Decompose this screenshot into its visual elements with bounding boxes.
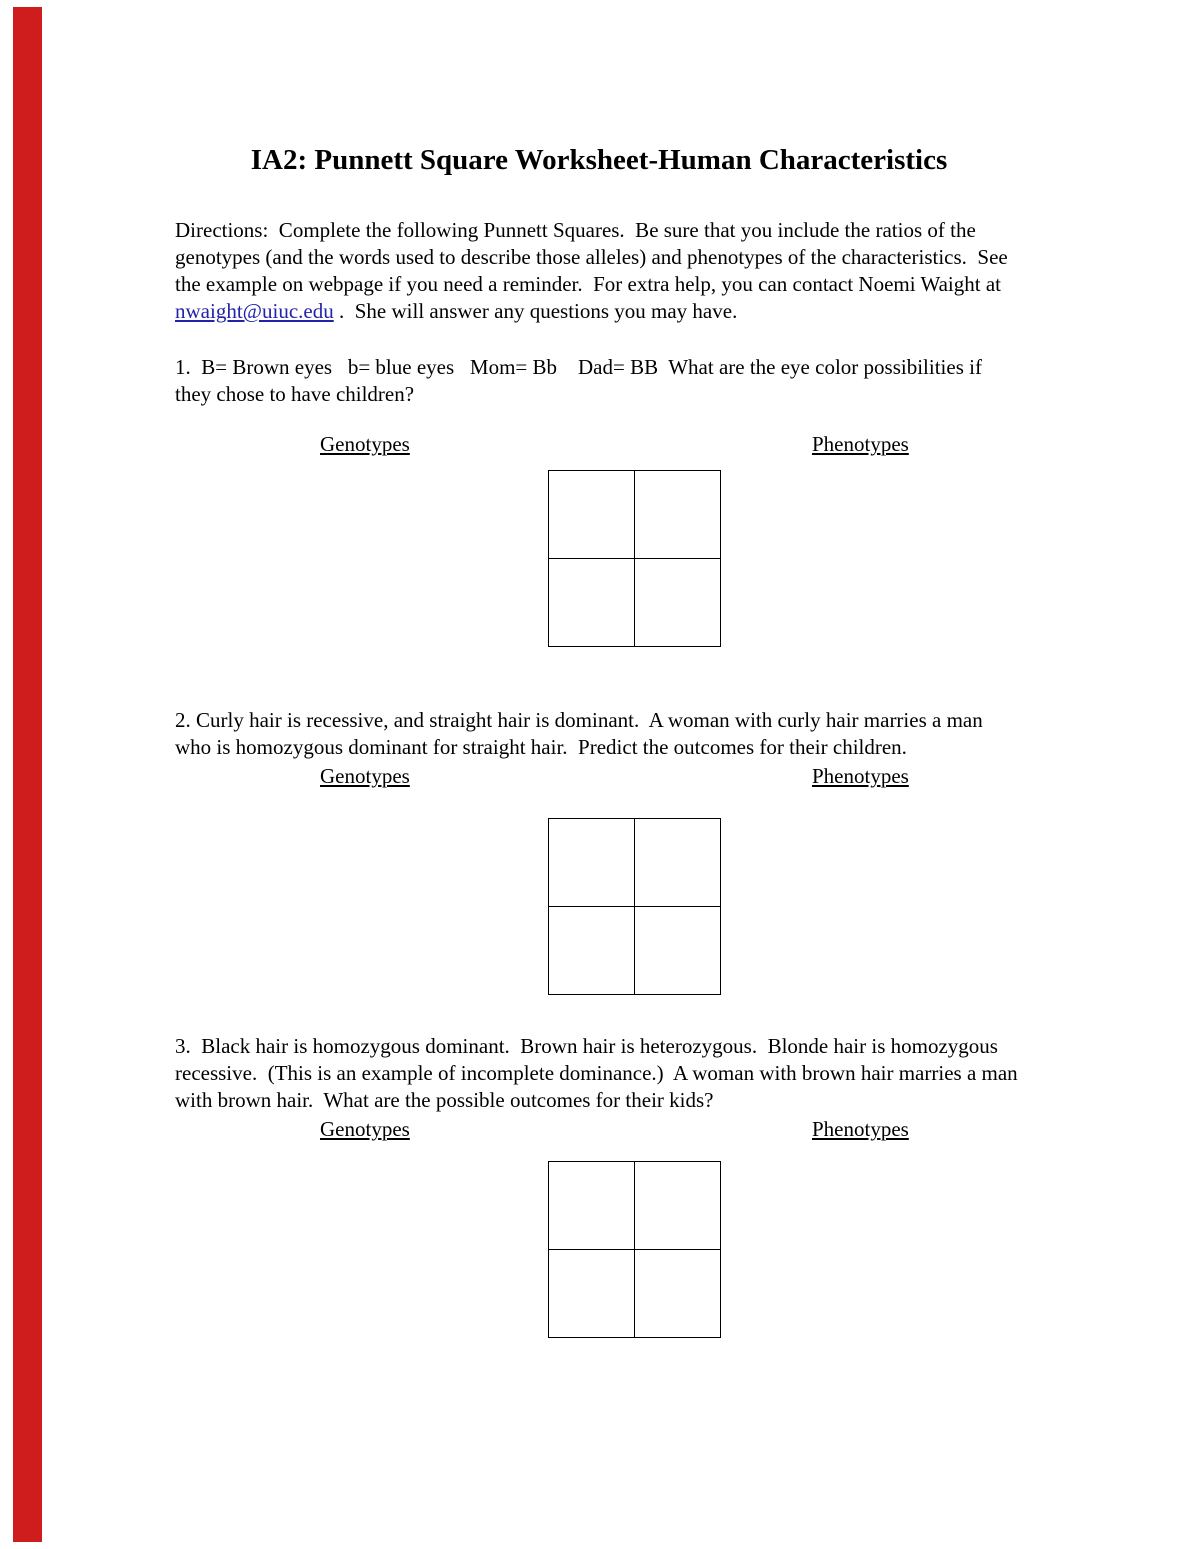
red-margin-stripe [13,7,42,1542]
punnett-cell [549,907,635,995]
punnett-cell [635,1162,721,1250]
punnett-square-3 [548,1161,721,1338]
question-3-text: 3. Black hair is homozygous dominant. Brown hair is heterozygous. Blonde hair is homozygous recessive. (This is an example of incomplete dominance.) A woman with brown hair marries a man with brown hair. What are the possible outcomes for their kids? [175,1034,1023,1112]
question-1-text: 1. B= Brown eyes b= blue eyes Mom= Bb Dad= BB What are the eye color possibilities if they chose to have children? [175,355,988,406]
labels-row-2 [175,763,1023,790]
directions-text-before: Directions: Complete the following Punnett Squares. Be sure that you include the ratios of the genotypes (and the words used to describe those alleles) and phenotypes of the characteristics. See the example on webpage if you need a reminder. For extra help, you can contact Noemi Waight at [175,218,1013,296]
page-title: IA2: Punnett Square Worksheet-Human Characteristics [250,144,948,176]
phenotypes-label: Phenotypes [812,764,909,788]
punnett-cell [635,907,721,995]
punnett-cell [635,559,721,647]
genotypes-label: Genotypes [320,1117,410,1141]
phenotypes-label: Phenotypes [812,432,909,456]
page-content [175,0,1023,1338]
phenotypes-label: Phenotypes [812,1117,909,1141]
directions-text-after: . She will answer any questions you may have. [333,299,738,323]
punnett-cell [549,1250,635,1338]
labels-row-3 [175,1116,1023,1143]
punnett-cell [635,1250,721,1338]
punnett-cell [635,819,721,907]
punnett-cell [635,471,721,559]
punnett-cell [549,819,635,907]
directions-paragraph [175,217,1023,325]
genotypes-label: Genotypes [320,432,410,456]
punnett-cell [549,471,635,559]
punnett-cell [549,559,635,647]
genotypes-label: Genotypes [320,764,410,788]
punnett-square-1 [548,470,721,647]
labels-row-1 [175,431,1023,458]
email-link[interactable]: nwaight@uiuc.edu [175,299,334,323]
punnett-square-2 [548,818,721,995]
punnett-cell [549,1162,635,1250]
question-2-text: 2. Curly hair is recessive, and straight hair is dominant. A woman with curly hair marries a man who is homozygous dominant for straight hair. Predict the outcomes for their children. [175,708,988,759]
